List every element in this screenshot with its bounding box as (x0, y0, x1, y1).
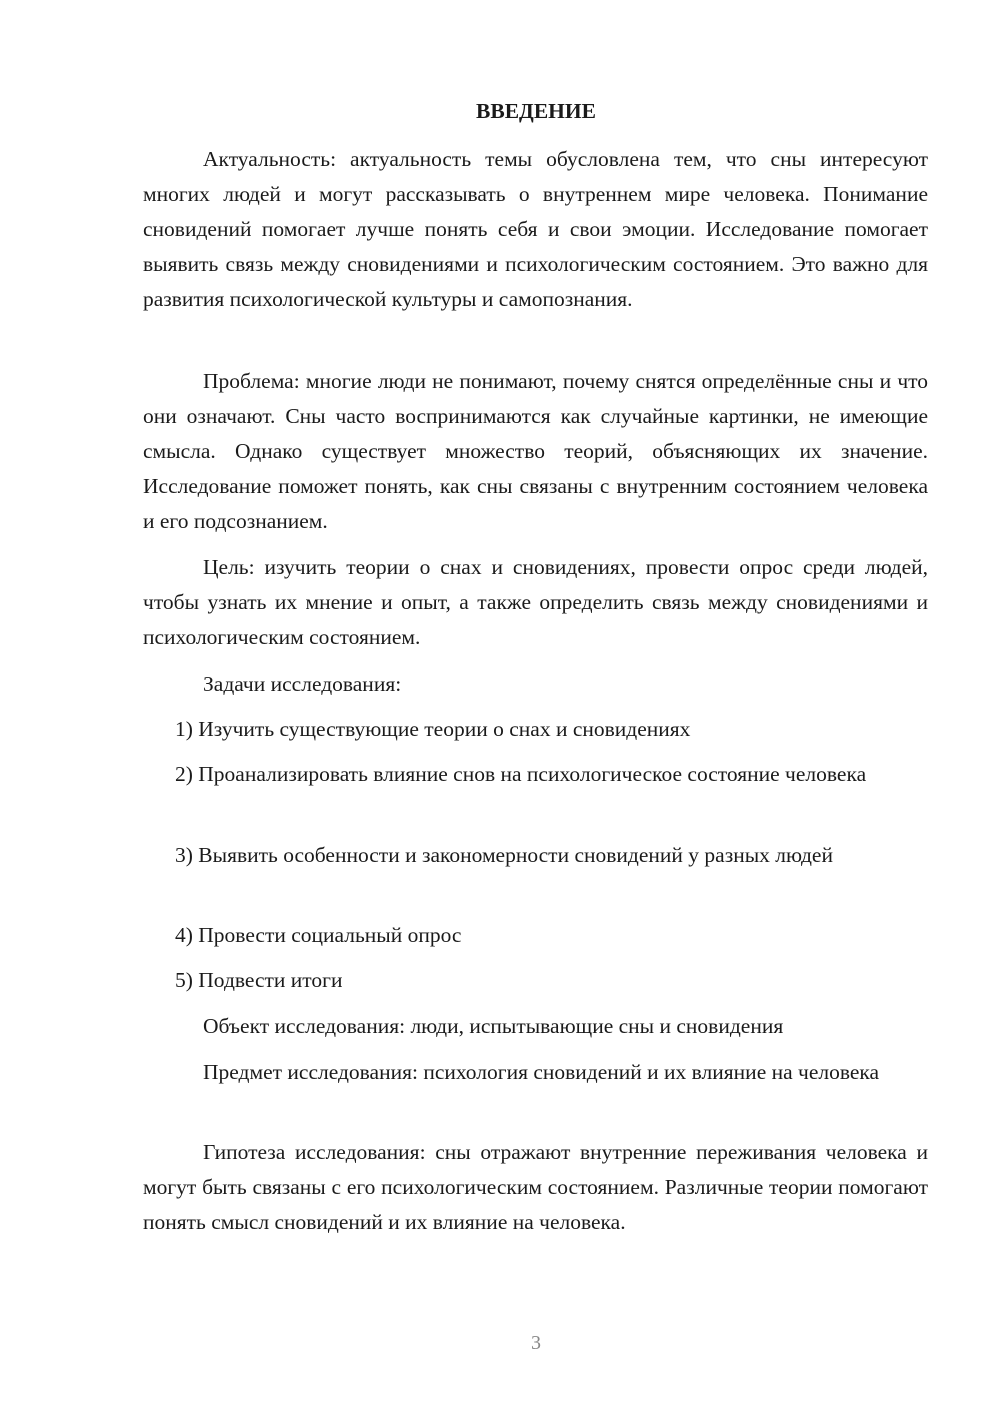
paragraph-goal: Цель: изучить теории о снах и сновидениях, провести опрос среди людей, чтобы узнать их мнение и опыт, а также определить связь между сновидениями и психологическим состоянием. (143, 555, 928, 649)
paragraph-hypothesis: Гипотеза исследования: сны отражают внутренние переживания человека и могут быть связаны с его психологическим состоянием. Различные теории помогают понять смысл сновидений и их влияние на человека. (143, 1140, 928, 1234)
task-item-5: 5) Подвести итоги (175, 968, 343, 992)
paragraph-object: Объект исследования: люди, испытывающие сны и сновидения (203, 1014, 784, 1038)
paragraph-problem: Проблема: многие люди не понимают, почему снятся определённые сны и что они означают. Сны часто воспринимаются как случайные картинки, не имеющие смысла. Однако существует множество теорий, объясняющих их значение. Исследование поможет понять, как сны связаны с внутренним состоянием человека и его подсознанием. (143, 369, 928, 533)
paragraph-relevance: Актуальность: актуальность темы обусловлена тем, что сны интересуют многих людей и могут рассказывать о внутреннем мире человека. Понимание сновидений помогает лучше понять себя и свои эмоции. Исследование помогает выявить связь между сновидениями и психологическим состоянием. Это важно для развития психологической культуры и самопознания. (143, 147, 928, 311)
task-item-3: 3) Выявить особенности и закономерности сновидений у разных людей (175, 843, 833, 867)
task-item-1: 1) Изучить существующие теории о снах и сновидениях (175, 717, 691, 741)
task-item-4: 4) Провести социальный опрос (175, 923, 462, 947)
page-title: ВВЕДЕНИЕ (476, 99, 596, 123)
paragraph-subject: Предмет исследования: психология сновидений и их влияние на человека (203, 1060, 880, 1084)
tasks-heading: Задачи исследования: (203, 672, 402, 696)
task-item-2: 2) Проанализировать влияние снов на психологическое состояние человека (175, 762, 867, 786)
page-number: 3 (531, 1332, 541, 1354)
